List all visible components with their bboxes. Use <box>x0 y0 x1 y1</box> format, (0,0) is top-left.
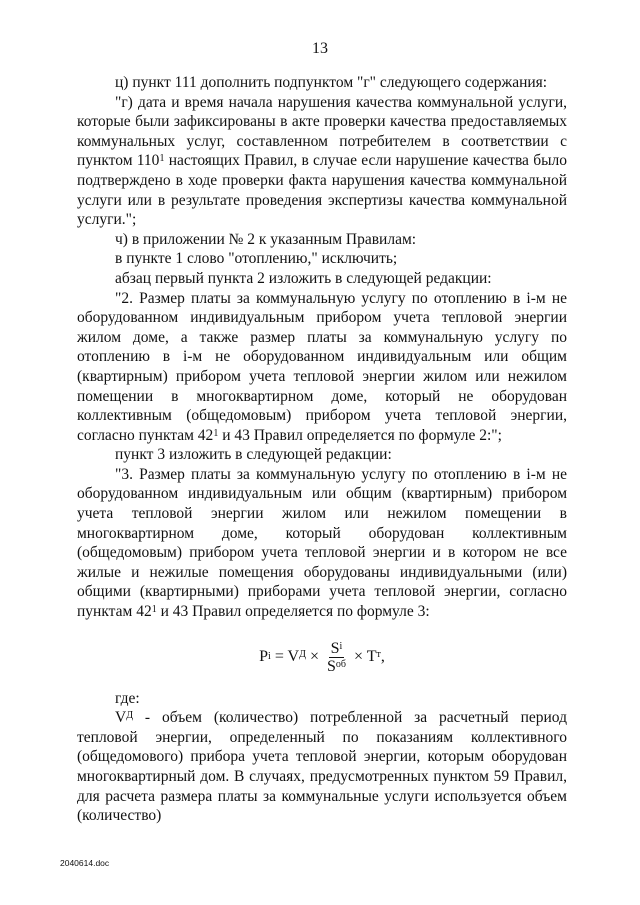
paragraph: в пункте 1 слово "отоплению," исключить; <box>115 250 398 268</box>
paragraph: "г) дата и время начала нарушения качества коммунальной услуги, которые были зафиксированы в акте проверки качества предоставляемых коммунальных услуг, составленном потребителем в соответствии с пунктом $110^1$ настоящих Правил, в случае если нарушение качества было подтверждено в ходе проверки факта нарушения качества коммунальной услуги или в результате проведения экспертизы качества коммунальной услуги."; <box>77 93 567 229</box>
file-name-footer: 2040614.doc <box>60 858 110 868</box>
page-number: 13 <box>312 40 328 57</box>
paragraph: $V^Д$ - объем (количество) потребленной за расчетный период тепловой энергии, определенный по показаниям коллективного (общедомового) прибора учета тепловой энергии, которым оборудован многоквартирный дом. В случаях, предусмотренных пунктом 59 Правил, для расчета размера платы за коммунальные услуги используется объем (количество) <box>77 709 567 825</box>
fraction: $\frac{S^i}{S^{об}}$ <box>326 639 346 675</box>
paragraph: "2. Размер платы за коммунальную услугу по отоплению в i-м не оборудованном индивидуальным прибором учета тепловой энергии жилом доме, а также размер платы за коммунальную услугу по отоплению в i-м не оборудованном индивидуальным или общим (квартирным) прибором учета тепловой энергии жилом или нежилом помещении в многоквартирном доме, который не оборудован коллективным (общедомовым) прибором учета тепловой энергии, согласно пунктам $42^1$ и 43 Правил определяется по формуле 2:"; <box>77 289 567 444</box>
formula-3: P i = V $^Д$ × $\frac{S^i}{S^{об}}$ × T $^т$ , <box>259 639 385 675</box>
paragraph: пункт 3 изложить в следующей редакции: <box>115 446 392 464</box>
paragraph: "3. Размер платы за коммунальную услугу по отоплению в i-м не оборудованном индивидуальным или общим (квартирным) прибором учета тепловой энергии жилом или нежилом помещении в многоквартирном доме, который оборудован коллективным (общедомовым) прибором учета тепловой энергии и в котором не все жилые и нежилые помещения оборудованы индивидуальными (или) общими (квартирными) приборами учета тепловой энергии, согласно пунктам $42^1$ и 43 Правил определяется по формуле 3: <box>77 465 567 621</box>
paragraph: ц) пункт 111 дополнить подпунктом "г" следующего содержания: <box>115 74 548 91</box>
document-body <box>77 73 567 826</box>
where-label: где: <box>115 689 140 707</box>
paragraph: ч) в приложении № 2 к указанным Правилам: <box>115 230 417 248</box>
paragraph: абзац первый пункта 2 изложить в следующей редакции: <box>115 269 492 287</box>
